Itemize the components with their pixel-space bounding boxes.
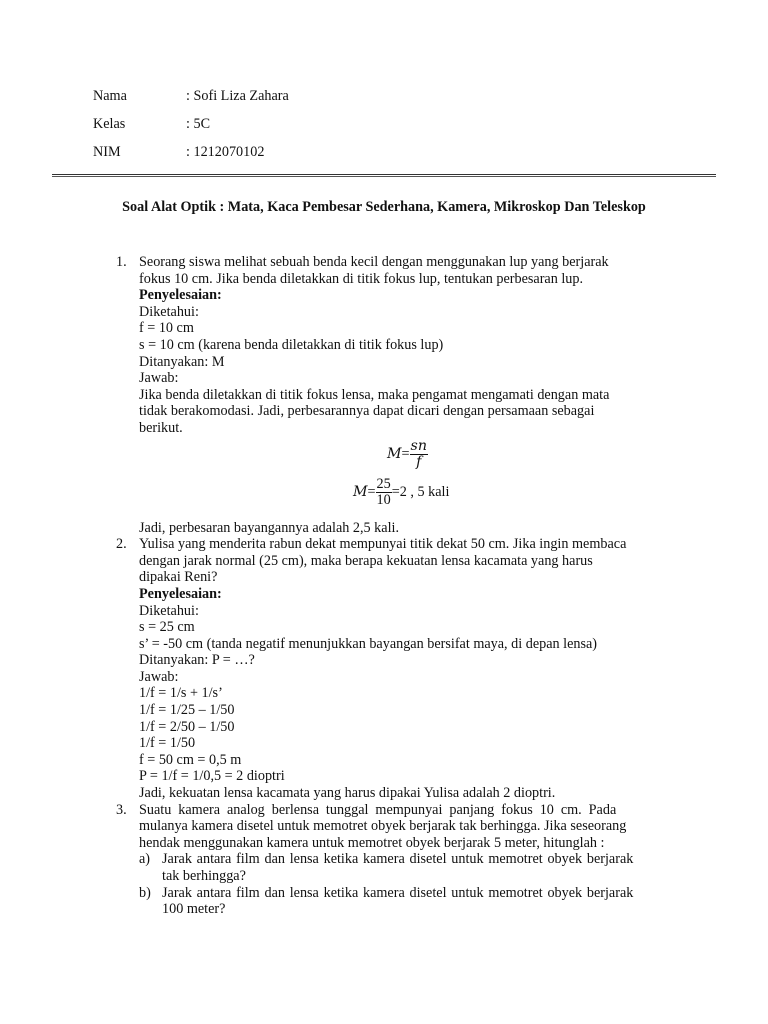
formula-general: M= $\frac{sn}{f}$: [387, 437, 427, 470]
question-text-line: Seorang siswa melihat sebuah benda kecil dengan menggunakan lup yang berjarak: [139, 254, 609, 270]
fraction: $\frac{sn}{f}$: [410, 437, 427, 470]
name-label: Nama: [93, 88, 127, 104]
solution-label: Penyelesaian:: [139, 585, 222, 602]
nim-label: NIM: [93, 144, 121, 160]
solution-line: Jika benda diletakkan di titik fokus lensa, maka pengamat mengamati dengan mata: [139, 386, 610, 403]
name-value: : Sofi Liza Zahara: [186, 88, 289, 104]
document-title: Soal Alat Optik : Mata, Kaca Pembesar Sederhana, Kamera, Mikroskop Dan Teleskop: [122, 199, 646, 215]
question-2: [116, 536, 676, 802]
solution-line: s = 25 cm: [139, 619, 195, 636]
conclusion-line: Jadi, kekuatan lensa kacamata yang harus dipakai Yulisa adalah 2 dioptri.: [139, 785, 556, 802]
question-number: 1.: [116, 254, 127, 270]
sub-question-a: [139, 851, 676, 884]
question-1: [116, 254, 676, 536]
class-value: : 5C: [186, 116, 211, 132]
sub-question-line: tak berhingga?: [162, 868, 246, 884]
conclusion-line: Jadi, perbesaran bayangannya adalah 2,5 kali.: [139, 519, 399, 536]
fraction: $\frac{25}{10}$: [376, 475, 391, 508]
question-text-line: Suatu kamera analog berlensa tunggal mempunyai panjang fokus 10 cm. Pada: [139, 801, 617, 818]
sub-question-label: a): [139, 851, 151, 868]
question-list: [116, 254, 676, 918]
sub-question-line: Jarak antara film dan lensa ketika kamera disetel untuk memotret obyek berjarak: [162, 851, 634, 868]
question-text-line: dipakai Reni?: [139, 569, 218, 586]
solution-line: Jawab:: [139, 668, 179, 685]
solution-line: 1/f = 1/50: [139, 735, 196, 752]
solution-line: s = 10 cm (karena benda diletakkan di titik fokus lup): [139, 336, 444, 353]
solution-line: f = 10 cm: [139, 320, 194, 337]
solution-line: Ditanyakan: P = …?: [139, 652, 255, 669]
sub-question-label: b): [139, 884, 151, 901]
solution-line: Jawab:: [139, 370, 179, 387]
solution-line: Diketahui:: [139, 303, 199, 320]
sub-question-line: 100 meter?: [162, 901, 226, 918]
question-text-line: fokus 10 cm. Jika benda diletakkan di titik fokus lup, tentukan perbesaran lup.: [139, 270, 584, 287]
question-text-line: dengan jarak normal (25 cm), maka berapa kekuatan lensa kacamata yang harus: [139, 552, 593, 569]
formula-substituted: M= $\frac{25}{10}$ =2 , 5 kali: [353, 475, 450, 508]
question-text-line: mulanya kamera disetel untuk memotret obyek berjarak tak berhingga. Jika seseorang: [139, 818, 627, 835]
solution-line: berikut.: [139, 419, 183, 436]
solution-line: 1/f = 1/s + 1/s’: [139, 685, 223, 702]
question-number: 2.: [116, 536, 127, 553]
question-text-line: Yulisa yang menderita rabun dekat mempunyai titik dekat 50 cm. Jika ingin membaca: [139, 536, 627, 553]
nim-value: : 1212070102: [186, 144, 265, 160]
solution-line: 1/f = 2/50 – 1/50: [139, 718, 235, 735]
question-text-line: hendak menggunakan kamera untuk memotret obyek berjarak 5 meter, hitunglah :: [139, 834, 605, 851]
question-number: 3.: [116, 801, 127, 818]
solution-line: 1/f = 1/25 – 1/50: [139, 702, 235, 719]
magnification-formula: [139, 437, 676, 520]
solution-label: Penyelesaian:: [139, 287, 222, 304]
sub-question-line: Jarak antara film dan lensa ketika kamera disetel untuk memotret obyek berjarak: [162, 884, 634, 901]
sub-question-b: [139, 885, 676, 918]
solution-line: f = 50 cm = 0,5 m: [139, 751, 242, 768]
solution-line: P = 1/f = 1/0,5 = 2 dioptri: [139, 768, 285, 785]
class-label: Kelas: [93, 116, 126, 132]
solution-line: Ditanyakan: M: [139, 353, 225, 370]
solution-line: tidak berakomodasi. Jadi, perbesarannya dapat dicari dengan persamaan sebagai: [139, 403, 595, 420]
solution-line: Diketahui:: [139, 602, 199, 619]
solution-line: s’ = -50 cm (tanda negatif menunjukkan bayangan bersifat maya, di depan lensa): [139, 635, 598, 652]
question-3: [116, 802, 676, 918]
